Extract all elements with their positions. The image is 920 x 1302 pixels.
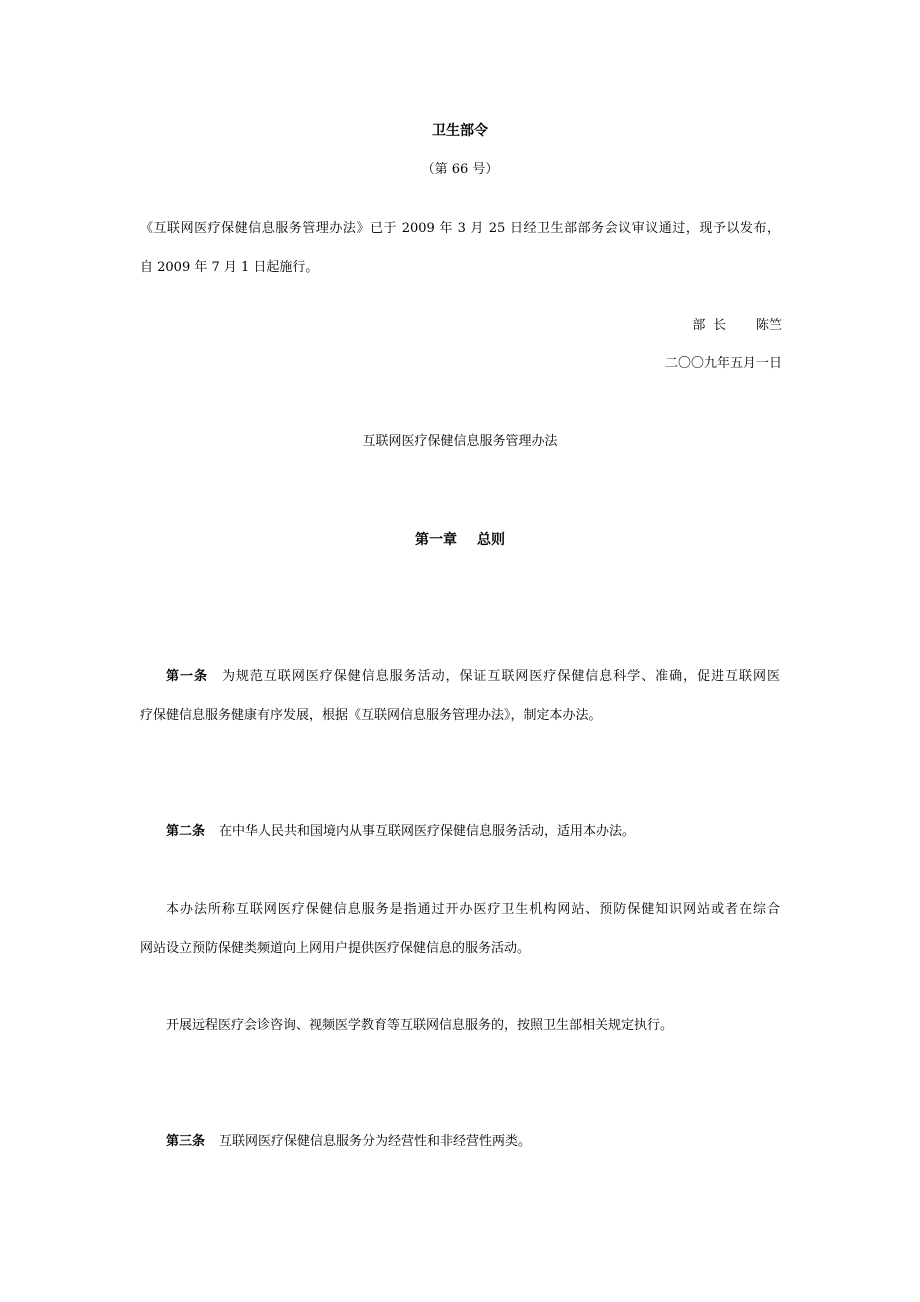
signature-date: 二〇〇九年五月一日 <box>664 356 782 371</box>
chapter-title: 总则 <box>477 532 505 548</box>
article-3-text-1: 互联网医疗保健信息服务分为经营性和非经营性两类。 <box>219 1134 532 1149</box>
article-2-line-1 <box>166 822 635 842</box>
order-title: 卫生部令 <box>432 123 488 139</box>
signature-name: 陈竺 <box>755 318 782 333</box>
article-1-label: 第一条 <box>166 669 208 684</box>
chapter-heading <box>0 530 920 550</box>
promulgation-line-1: 《互联网医疗保健信息服务管理办法》已于 2009 年 3 月 25 日经卫生部部务会议审议通过，现予以发布， <box>140 221 780 236</box>
chapter-label: 第一章 <box>415 532 457 548</box>
article-3-label: 第三条 <box>166 1134 206 1149</box>
article-1-line-2: 疗保健信息服务健康有序发展，根据《互联网信息服务管理办法》，制定本办法。 <box>140 708 602 723</box>
paragraph-2-line-1: 开展远程医疗会诊咨询、视频医学教育等互联网信息服务的，按照卫生部相关规定执行。 <box>166 1018 674 1033</box>
document-title: 互联网医疗保健信息服务管理办法 <box>362 434 558 449</box>
paragraph-1-line-2: 网站设立预防保健类频道向上网用户提供医疗保健信息的服务活动。 <box>140 941 531 956</box>
article-3-line-1 <box>166 1132 531 1152</box>
signature-role: 部长 <box>692 318 734 333</box>
article-1-text-1: 为规范互联网医疗保健信息服务活动，保证互联网医疗保健信息科学、准确，促进互联网医 <box>221 669 780 684</box>
signature-block <box>692 316 782 336</box>
paragraph-1-line-1: 本办法所称互联网医疗保健信息服务是指通过开办医疗卫生机构网站、预防保健知识网站或者在综合 <box>166 902 780 917</box>
promulgation-line-2: 自 2009 年 7 月 1 日起施行。 <box>140 260 319 275</box>
order-number: （第 66 号） <box>421 162 499 177</box>
article-2-text-1: 在中华人民共和国境内从事互联网医疗保健信息服务活动，适用本办法。 <box>219 824 636 839</box>
article-1-line-1 <box>166 667 780 687</box>
article-2-label: 第二条 <box>166 824 206 839</box>
